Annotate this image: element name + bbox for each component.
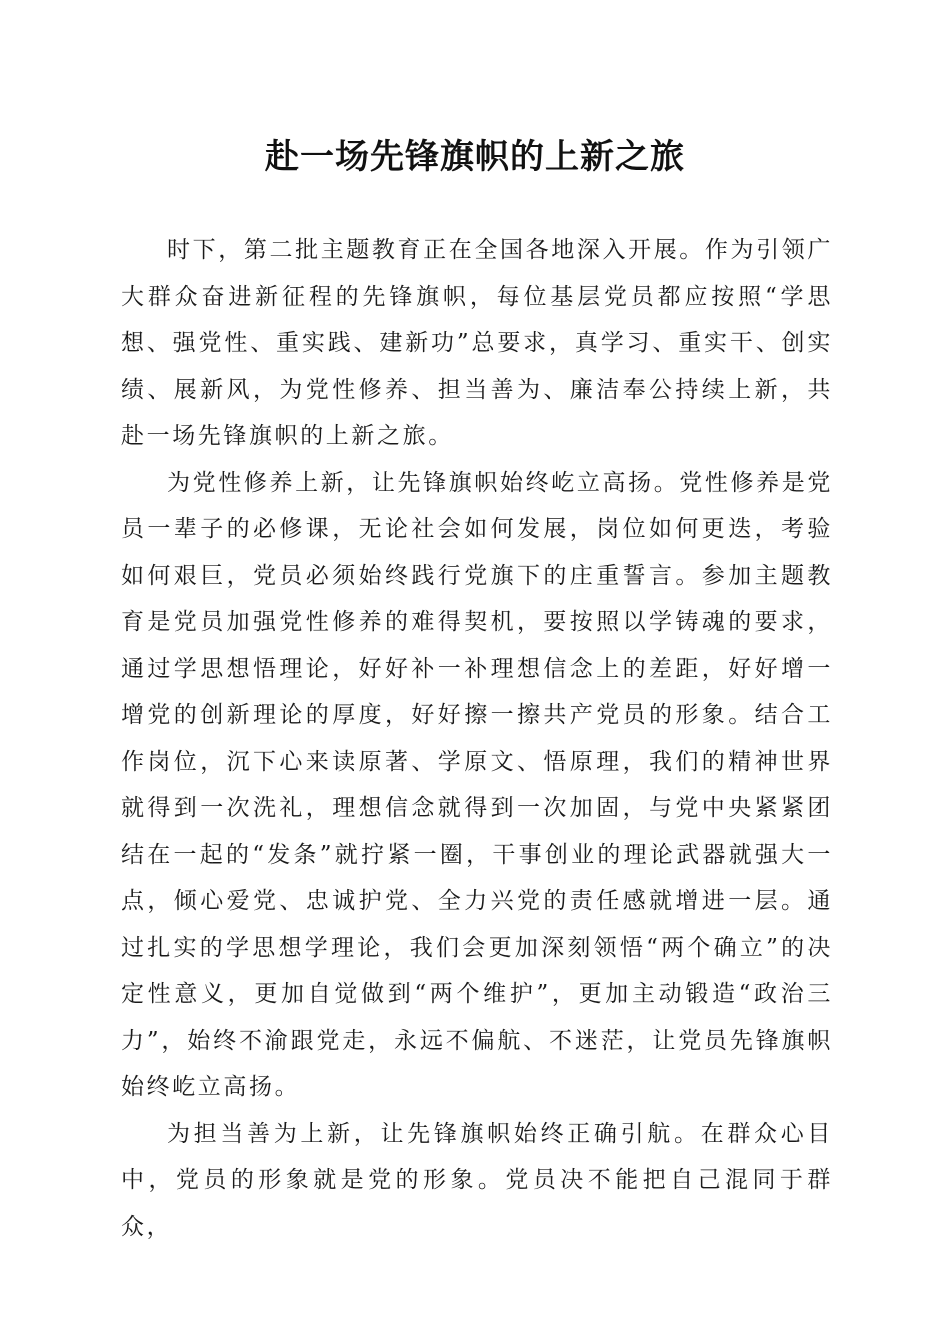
paragraph-2: 为党性修养上新，让先锋旗帜始终屹立高扬。党性修养是党员一辈子的必修课，无论社会如何发展，岗位如何更迭，考验如何艰巨，党员必须始终践行党旗下的庄重誓言。参加主题教育是党员加强党性修养的难得契机，要按照以学铸魂的要求，通过学思想悟理论，好好补一补理想信念上的差距，好好增一增党的创新理论的厚度，好好擦一擦共产党员的形象。结合工作岗位，沉下心来读原著、学原文、悟原理，我们的精神世界就得到一次洗礼，理想信念就得到一次加固，与党中央紧紧团结在一起的“发条”就拧紧一圈，干事创业的理论武器就强大一点，倾心爱党、忠诚护党、全力兴党的责任感就增进一层。通过扎实的学思想学理论，我们会更加深刻领悟“两个确立”的决定性意义，更加自觉做到“两个维护”，更加主动锻造“政治三力”，始终不渝跟党走，永远不偏航、不迷茫，让党员先锋旗帜始终屹立高扬。 (121, 469, 833, 1100)
paragraph-3: 为担当善为上新，让先锋旗帜始终正确引航。在群众心目中，党员的形象就是党的形象。党员决不能把自己混同于群众， (121, 1120, 833, 1240)
paragraph-1: 时下，第二批主题教育正在全国各地深入开展。作为引领广大群众奋进新征程的先锋旗帜，每位基层党员都应按照“学思想、强党性、重实践、建新功”总要求，真学习、重实干、创实绩、展新风，为党性修养、担当善为、廉洁奉公持续上新，共赴一场先锋旗帜的上新之旅。 (121, 237, 833, 449)
document-body (121, 227, 833, 1250)
document-title: 赴一场先锋旗帜的上新之旅 (265, 137, 685, 177)
